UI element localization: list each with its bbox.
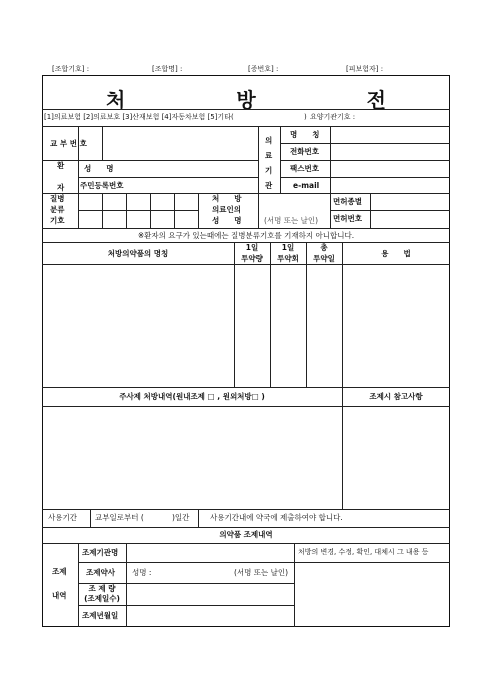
license-type-field[interactable] — [371, 194, 449, 209]
dispensing-date-field[interactable] — [127, 606, 293, 626]
injection-area[interactable] — [43, 407, 341, 508]
institution-phone-label: 전화번호 — [290, 147, 319, 156]
dispensing-quantity-label-bottom: (조제일수) — [84, 594, 120, 603]
issue-number-field[interactable] — [103, 127, 257, 159]
total-days-header-bottom: 투약일 — [313, 254, 335, 263]
disease-code-label-3: 기호 — [50, 216, 65, 225]
institution-fax-field[interactable] — [331, 161, 449, 176]
patient-reg-no-field[interactable] — [127, 178, 257, 192]
pharmacist-sign[interactable]: (서명 또는 날인) — [234, 568, 289, 577]
drug-name-header: 처방의약품의 명칭 — [107, 249, 169, 258]
dispensing-side-bottom: 내역 — [52, 591, 67, 600]
prescriber-sign[interactable]: (서명 또는 날인) — [264, 216, 319, 225]
page-title: 처 방 전 — [106, 88, 438, 112]
license-no-label: 면허번호 — [333, 214, 362, 223]
dispense-notes-header: 조제시 참고사항 — [369, 392, 423, 401]
pharmacist-label: 조제약사 — [86, 568, 115, 577]
patient-label-top: 환 — [57, 161, 65, 170]
total-days-header-top: 총 — [320, 243, 328, 252]
dispensing-institution-label: 조제기관명 — [82, 548, 119, 557]
prescriber-label-1: 처 방 — [212, 194, 242, 203]
institution-name-label: 명 칭 — [290, 130, 320, 139]
injection-header: 주사제 처방내역(원내조제 □ , 원외처방□ ) — [119, 392, 265, 401]
pharmacist-name-label: 성명 : — [132, 568, 152, 577]
daily-dose-header-top: 1일 — [245, 243, 259, 252]
daily-dose-header-bottom: 투약량 — [241, 254, 263, 263]
dispensing-side-top: 조제 — [52, 567, 67, 576]
patient-label-bottom: 자 — [57, 183, 65, 192]
daily-times-header-top: 1일 — [281, 243, 295, 252]
insurance-types: [1]의료보험 [2]의료보호 [3]산재보험 [4]자동차보험 [5]기타( — [44, 113, 234, 121]
usage-period-notice: 사용기간내에 약국에 제출하여야 합니다. — [210, 513, 343, 522]
prescriber-label-2: 의료인의 — [212, 205, 241, 214]
institution-label-1: 의 — [265, 136, 273, 145]
patient-name-label: 성 명 — [84, 164, 114, 173]
license-no-field[interactable] — [371, 211, 449, 227]
insured-person: [피보험자] : — [346, 65, 384, 73]
usage-header: 용 법 — [381, 249, 411, 258]
disease-code-label-1: 질병 — [50, 194, 65, 203]
institution-fax-label: 팩스번호 — [290, 164, 319, 173]
association-symbol: [조합기호] : — [52, 65, 90, 73]
change-note-label: 처방의 변경, 수정, 확인, 대체시 그 내용 등 — [298, 548, 429, 556]
prescriber-label-3: 성 명 — [212, 216, 242, 225]
institution-phone-field[interactable] — [331, 144, 449, 159]
dispensing-quantity-field[interactable] — [127, 584, 293, 604]
disease-code-boxes[interactable] — [79, 194, 198, 227]
disease-code-label-2: 분류 — [50, 205, 65, 214]
prescription-items-area[interactable] — [43, 265, 449, 386]
dispensing-section-title: 의약품 조제내역 — [219, 530, 273, 539]
institution-label-4: 관 — [265, 181, 273, 190]
dispensing-quantity-label-top: 조 제 량 — [88, 584, 116, 593]
patient-name-field[interactable] — [127, 161, 257, 176]
institution-code-label: 요양기관기호 : — [310, 113, 356, 121]
institution-name-field[interactable] — [331, 127, 449, 142]
institution-label-2: 료 — [265, 151, 273, 160]
usage-period-from: 교부일로부터 ( — [95, 513, 144, 522]
dispensing-date-label: 조제년월일 — [82, 611, 119, 620]
disease-code-notice: ※환자의 요구가 있는때에는 질병분류기호를 기재하지 아니합니다. — [137, 231, 355, 240]
dispense-notes-area[interactable] — [343, 407, 449, 508]
license-type-label: 면허종별 — [333, 197, 362, 206]
insurance-types-close: ) — [304, 113, 307, 121]
institution-label-3: 기 — [265, 166, 273, 175]
dispensing-institution-field[interactable] — [127, 544, 293, 561]
institution-email-label: e-mail — [293, 181, 320, 190]
usage-period-label: 사용기간 — [48, 513, 77, 522]
change-note-field[interactable] — [295, 563, 449, 626]
patient-reg-no-label: 주민등록번호 — [80, 181, 124, 190]
usage-period-days: )일간 — [172, 513, 190, 522]
institution-email-field[interactable] — [331, 178, 449, 192]
certificate-number: [증번호] : — [248, 65, 279, 73]
daily-times-header-bottom: 투약회 — [277, 254, 299, 263]
association-name: [조합명] : — [152, 65, 183, 73]
issue-number-label: 교 부 번 호 — [50, 139, 87, 148]
